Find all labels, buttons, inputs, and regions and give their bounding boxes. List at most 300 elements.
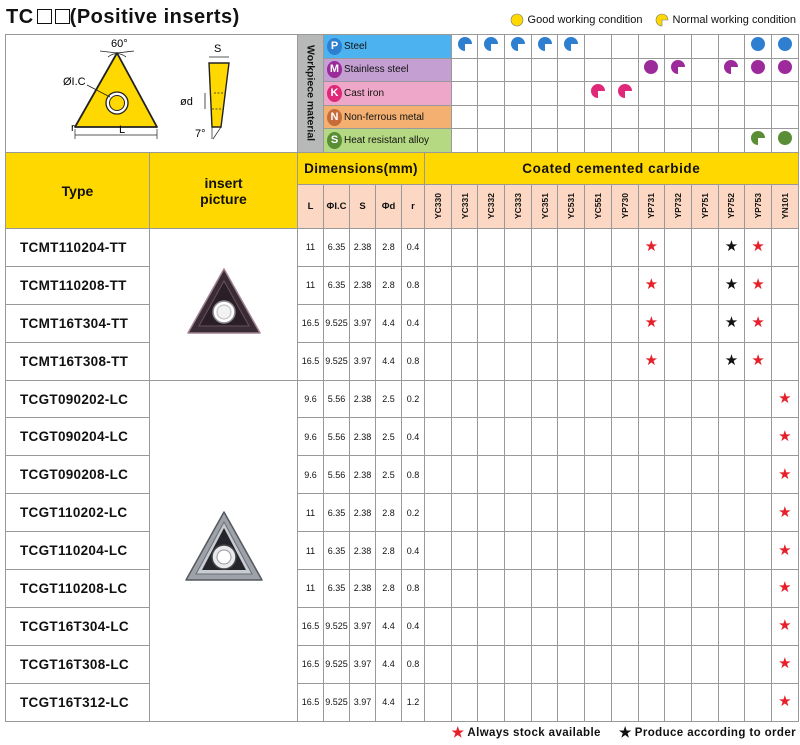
legend-good-label: Good working condition	[527, 14, 643, 26]
grade-cell	[585, 456, 612, 494]
grade-cell	[611, 607, 638, 645]
applicability-cell	[451, 35, 478, 59]
applicability-cell	[505, 58, 532, 82]
grade-cell	[505, 532, 532, 570]
grade-cell	[745, 418, 772, 456]
l-label: L	[118, 124, 125, 136]
condition-icon	[750, 62, 766, 79]
grade-cell	[665, 570, 692, 608]
grade-cell	[505, 266, 532, 304]
insert-type: TCGT090202-LC	[6, 380, 150, 418]
applicability-cell	[745, 35, 772, 59]
dimension-value: 2.38	[350, 532, 376, 570]
grade-cell	[691, 266, 718, 304]
dimension-value: 9.525	[324, 607, 350, 645]
grade-cell	[531, 456, 558, 494]
stock-star-icon: ★	[778, 655, 792, 673]
applicability-cell	[531, 35, 558, 59]
angle-label: 60°	[110, 38, 128, 50]
grade-col-header: YC332	[478, 185, 505, 229]
dimension-value: 0.4	[402, 607, 425, 645]
insert-table	[5, 34, 799, 722]
footer-legend	[451, 724, 796, 741]
table-row	[6, 607, 799, 645]
grade-cell	[638, 418, 665, 456]
grade-cell	[451, 607, 478, 645]
dimension-value: 2.8	[376, 532, 402, 570]
applicability-cell	[745, 58, 772, 82]
workpiece-label-cell	[298, 35, 324, 153]
dimension-value: 16.5	[298, 683, 324, 721]
condition-icon	[750, 133, 766, 150]
grade-cell	[691, 456, 718, 494]
dim-col-header: ΦI.C	[324, 185, 350, 229]
condition-icon	[723, 62, 739, 79]
grade-cell	[771, 645, 798, 683]
stock-star-icon: ★	[778, 579, 792, 597]
picture-header: insert picture	[150, 153, 298, 229]
material-name: Steel	[344, 40, 367, 52]
grade-cell	[771, 532, 798, 570]
grade-col-header: YP752	[718, 185, 745, 229]
grade-cell	[718, 304, 745, 342]
grade-cell	[425, 494, 452, 532]
dimension-value: 9.6	[298, 418, 324, 456]
grade-cell	[478, 418, 505, 456]
applicability-cell	[691, 82, 718, 106]
grade-cell	[718, 645, 745, 683]
applicability-cell	[451, 129, 478, 153]
applicability-cell	[718, 82, 745, 106]
dimension-value: 11	[298, 570, 324, 608]
grade-cell	[585, 683, 612, 721]
stock-star-icon: ★	[751, 352, 765, 370]
grade-cell	[771, 456, 798, 494]
grade-cell	[745, 607, 772, 645]
grade-col-header: YP731	[638, 185, 665, 229]
table-row	[6, 456, 799, 494]
applicability-cell	[478, 129, 505, 153]
page-title: TC (Positive inserts)	[6, 6, 240, 28]
dimension-value: 0.4	[402, 304, 425, 342]
grade-cell	[585, 229, 612, 267]
applicability-cell	[531, 105, 558, 129]
table-row	[6, 380, 799, 418]
applicability-cell	[505, 82, 532, 106]
red-star-icon: ★	[451, 724, 465, 740]
grade-cell	[505, 380, 532, 418]
grade-cell	[665, 494, 692, 532]
dimension-value: 2.38	[350, 494, 376, 532]
applicability-cell	[745, 82, 772, 106]
dimension-value: 3.97	[350, 342, 376, 380]
grade-cell	[691, 418, 718, 456]
grade-cell	[451, 683, 478, 721]
dimension-value: 0.8	[402, 645, 425, 683]
grade-cell	[505, 570, 532, 608]
grade-cell	[771, 342, 798, 380]
grade-cell	[505, 494, 532, 532]
dimension-value: 2.38	[350, 570, 376, 608]
tcgt-insert-image	[182, 508, 266, 588]
insert-type: TCGT110204-LC	[6, 532, 150, 570]
applicability-cell	[611, 58, 638, 82]
grade-col-header: YC531	[558, 185, 585, 229]
applicability-cell	[745, 105, 772, 129]
dimension-value: 5.56	[324, 418, 350, 456]
dimension-value: 2.8	[376, 494, 402, 532]
table-row	[6, 570, 799, 608]
condition-icon	[483, 39, 499, 56]
grade-cell	[451, 494, 478, 532]
type-header: Type	[6, 153, 150, 229]
tcmt-insert-image	[185, 265, 263, 339]
dimension-value: 16.5	[298, 342, 324, 380]
grade-cell	[691, 380, 718, 418]
grade-cell	[611, 494, 638, 532]
grade-cell	[745, 645, 772, 683]
grade-cell	[745, 494, 772, 532]
grade-cell	[638, 607, 665, 645]
dimension-value: 6.35	[324, 229, 350, 267]
applicability-cell	[505, 129, 532, 153]
grade-col-header: YN101	[771, 185, 798, 229]
applicability-cell	[718, 129, 745, 153]
table-row	[6, 683, 799, 721]
grade-cell	[638, 380, 665, 418]
r-label: r	[70, 122, 75, 134]
grade-cell	[691, 532, 718, 570]
grade-cell	[585, 380, 612, 418]
material-m	[324, 58, 452, 82]
applicability-cell	[478, 58, 505, 82]
applicability-cell	[585, 35, 612, 59]
applicability-cell	[771, 105, 798, 129]
grade-cell	[478, 266, 505, 304]
dimension-value: 11	[298, 494, 324, 532]
grade-cell	[425, 418, 452, 456]
insert-type: TCGT090208-LC	[6, 456, 150, 494]
insert-type: TCMT110204-TT	[6, 229, 150, 267]
insert-type: TCMT16T308-TT	[6, 342, 150, 380]
grade-col-header: YC331	[451, 185, 478, 229]
applicability-cell	[718, 58, 745, 82]
material-p	[324, 35, 452, 59]
legend-normal-label: Normal working condition	[672, 14, 796, 26]
grade-cell	[558, 683, 585, 721]
grade-cell	[531, 229, 558, 267]
dimension-value: 2.8	[376, 266, 402, 304]
dimension-value: 0.4	[402, 532, 425, 570]
dimension-value: 0.2	[402, 380, 425, 418]
grade-cell	[638, 570, 665, 608]
insert-type: TCGT090204-LC	[6, 418, 150, 456]
grade-cell	[558, 532, 585, 570]
grade-cell	[505, 342, 532, 380]
dimension-value: 2.38	[350, 380, 376, 418]
grade-cell	[531, 342, 558, 380]
grade-cell	[585, 645, 612, 683]
grade-cell	[531, 380, 558, 418]
table-row	[6, 532, 799, 570]
grade-cell	[665, 304, 692, 342]
order-star-icon: ★	[724, 314, 739, 332]
grade-cell	[451, 456, 478, 494]
grade-cell	[745, 683, 772, 721]
grade-cell	[425, 570, 452, 608]
d-label: ød	[179, 96, 193, 108]
material-badge-icon: K	[327, 85, 342, 102]
applicability-cell	[611, 129, 638, 153]
dimension-value: 11	[298, 229, 324, 267]
dimension-value: 9.525	[324, 304, 350, 342]
insert-picture-cell	[150, 229, 298, 381]
grade-cell	[451, 418, 478, 456]
condition-icon	[457, 39, 473, 56]
grade-cell	[531, 494, 558, 532]
insert-type: TCGT16T312-LC	[6, 683, 150, 721]
grade-cell	[611, 380, 638, 418]
grade-cell	[611, 266, 638, 304]
grade-cell	[771, 304, 798, 342]
stock-star-icon: ★	[778, 617, 792, 635]
grade-cell	[585, 304, 612, 342]
insert-type: TCMT16T304-TT	[6, 304, 150, 342]
grade-cell	[665, 380, 692, 418]
applicability-cell	[665, 58, 692, 82]
condition-icon	[777, 39, 793, 56]
grade-cell	[665, 683, 692, 721]
grade-cell	[771, 229, 798, 267]
dimension-value: 3.97	[350, 607, 376, 645]
grade-cell	[638, 683, 665, 721]
grade-cell	[771, 607, 798, 645]
grade-cell	[451, 532, 478, 570]
dim-col-header: Φd	[376, 185, 402, 229]
applicability-cell	[505, 105, 532, 129]
applicability-cell	[665, 82, 692, 106]
dimension-value: 5.56	[324, 380, 350, 418]
dimension-value: 2.38	[350, 266, 376, 304]
grade-cell	[425, 456, 452, 494]
grade-cell	[638, 342, 665, 380]
insert-picture-cell	[150, 380, 298, 721]
grade-cell	[558, 342, 585, 380]
title-box	[55, 9, 70, 24]
grade-cell	[478, 607, 505, 645]
condition-icon	[643, 62, 659, 79]
grade-col-header: YP753	[745, 185, 772, 229]
grade-cell	[478, 532, 505, 570]
condition-icon	[777, 133, 793, 150]
grade-cell	[478, 494, 505, 532]
grade-cell	[665, 607, 692, 645]
dimension-value: 16.5	[298, 607, 324, 645]
condition-icon	[777, 62, 793, 79]
dimension-value: 9.6	[298, 380, 324, 418]
grade-cell	[691, 229, 718, 267]
grade-cell	[478, 342, 505, 380]
good-condition-icon	[510, 13, 524, 27]
grade-cell	[691, 304, 718, 342]
grade-col-header: YP751	[691, 185, 718, 229]
coating-header: Coated cemented carbide	[425, 153, 799, 185]
grade-cell	[478, 380, 505, 418]
dimension-value: 9.525	[324, 645, 350, 683]
page-header	[0, 0, 800, 34]
dimension-value: 2.5	[376, 456, 402, 494]
stock-star-icon: ★	[778, 693, 792, 711]
grade-cell	[558, 266, 585, 304]
grade-cell	[638, 266, 665, 304]
applicability-cell	[585, 58, 612, 82]
grade-cell	[558, 645, 585, 683]
dimension-value: 6.35	[324, 532, 350, 570]
table-row	[6, 229, 799, 267]
applicability-cell	[718, 105, 745, 129]
grade-cell	[691, 607, 718, 645]
dimension-value: 3.97	[350, 304, 376, 342]
insert-drawing-cell	[6, 35, 298, 153]
dimension-value: 3.97	[350, 645, 376, 683]
grade-cell	[718, 229, 745, 267]
title-box	[37, 9, 52, 24]
dimension-value: 0.8	[402, 342, 425, 380]
stock-star-icon: ★	[644, 276, 659, 294]
grade-cell	[451, 570, 478, 608]
dimension-value: 6.35	[324, 266, 350, 304]
applicability-cell	[558, 58, 585, 82]
applicability-cell	[638, 105, 665, 129]
grade-cell	[745, 532, 772, 570]
grade-cell	[771, 418, 798, 456]
grade-cell	[531, 266, 558, 304]
grade-cell	[611, 532, 638, 570]
grade-cell	[691, 570, 718, 608]
grade-cell	[585, 342, 612, 380]
ic-label: ØI.C	[62, 76, 86, 88]
grade-cell	[691, 494, 718, 532]
order-star-icon: ★	[724, 276, 739, 294]
s-label: S	[213, 43, 221, 55]
applicability-cell	[771, 82, 798, 106]
material-k	[324, 82, 452, 106]
insert-type: TCMT110208-TT	[6, 266, 150, 304]
grade-cell	[745, 456, 772, 494]
grade-cell	[531, 532, 558, 570]
grade-cell	[745, 266, 772, 304]
condition-icon	[563, 39, 579, 56]
grade-cell	[531, 607, 558, 645]
grade-cell	[425, 304, 452, 342]
applicability-cell	[691, 35, 718, 59]
grade-cell	[478, 570, 505, 608]
table-row	[6, 304, 799, 342]
grade-cell	[505, 304, 532, 342]
stock-star-icon: ★	[751, 314, 765, 332]
applicability-cell	[771, 58, 798, 82]
material-name: Stainless steel	[344, 64, 409, 76]
grade-cell	[611, 683, 638, 721]
table-row	[6, 494, 799, 532]
grade-cell	[665, 229, 692, 267]
grade-cell	[665, 418, 692, 456]
applicability-cell	[531, 82, 558, 106]
applicability-cell	[638, 82, 665, 106]
grade-cell	[691, 645, 718, 683]
grade-cell	[451, 229, 478, 267]
table-row	[6, 266, 799, 304]
grade-cell	[585, 266, 612, 304]
grade-cell	[585, 418, 612, 456]
table-row	[6, 418, 799, 456]
dimension-value: 6.35	[324, 570, 350, 608]
dimension-value: 0.2	[402, 494, 425, 532]
grade-cell	[478, 304, 505, 342]
dimension-value: 4.4	[376, 304, 402, 342]
dimension-value: 11	[298, 266, 324, 304]
insert-type: TCGT16T304-LC	[6, 607, 150, 645]
grade-cell	[531, 304, 558, 342]
grade-cell	[718, 418, 745, 456]
dimension-value: 4.4	[376, 607, 402, 645]
grade-cell	[745, 380, 772, 418]
grade-col-header: YC333	[505, 185, 532, 229]
dimension-value: 0.4	[402, 229, 425, 267]
applicability-cell	[691, 58, 718, 82]
dimension-value: 16.5	[298, 304, 324, 342]
dimension-value: 2.5	[376, 380, 402, 418]
condition-icon	[750, 39, 766, 56]
grade-cell	[478, 683, 505, 721]
applicability-cell	[505, 35, 532, 59]
grade-cell	[718, 570, 745, 608]
table-row	[6, 645, 799, 683]
material-name: Cast iron	[344, 88, 385, 100]
grade-cell	[558, 229, 585, 267]
grade-cell	[638, 645, 665, 683]
grade-cell	[558, 304, 585, 342]
grade-cell	[558, 380, 585, 418]
grade-cell	[638, 494, 665, 532]
grade-cell	[505, 607, 532, 645]
material-name: Non-ferrous metal	[344, 111, 425, 123]
grade-cell	[691, 683, 718, 721]
grade-cell	[505, 229, 532, 267]
grade-col-header: YP732	[665, 185, 692, 229]
grade-cell	[718, 456, 745, 494]
applicability-cell	[665, 105, 692, 129]
legend	[510, 13, 796, 27]
dimension-value: 16.5	[298, 645, 324, 683]
dimension-value: 2.8	[376, 570, 402, 608]
dimension-value: 4.4	[376, 645, 402, 683]
grade-cell	[558, 570, 585, 608]
applicability-cell	[638, 129, 665, 153]
dimension-value: 0.8	[402, 266, 425, 304]
grade-cell	[478, 645, 505, 683]
stock-star-icon: ★	[751, 276, 765, 294]
order-star-icon: ★	[724, 352, 739, 370]
grade-cell	[665, 456, 692, 494]
dimension-value: 2.38	[350, 456, 376, 494]
grade-cell	[718, 683, 745, 721]
order-star-icon: ★	[724, 238, 739, 256]
grade-col-header: YC551	[585, 185, 612, 229]
dimension-value: 2.8	[376, 229, 402, 267]
grade-cell	[611, 456, 638, 494]
applicability-cell	[585, 129, 612, 153]
